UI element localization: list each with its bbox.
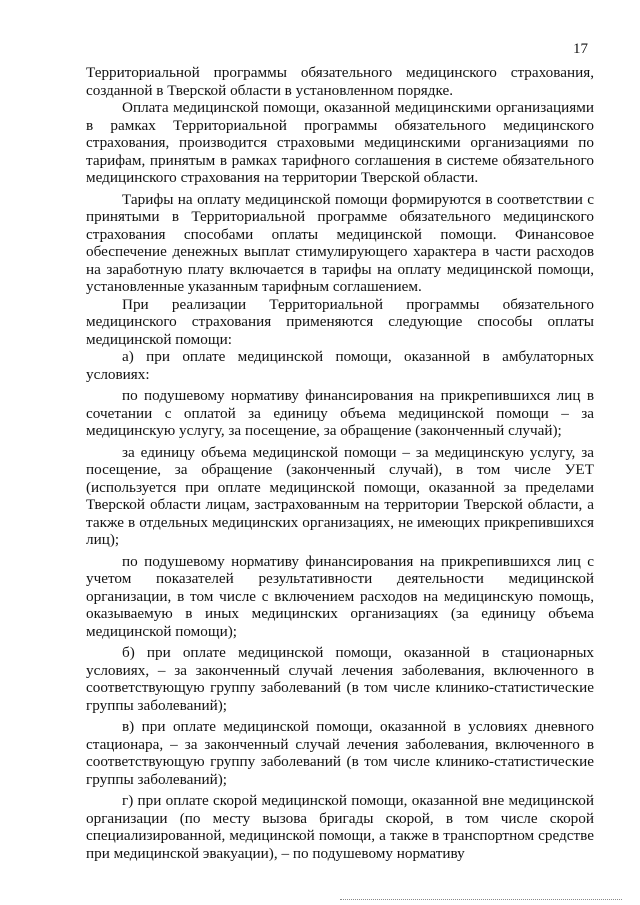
paragraph-per-capita-combined: по подушевому нормативу финансирования на прикрепившихся лиц в сочетании с оплатой за единицу объема медицинской помощи – за медицинскую услугу, за посещение, за обращение (законченный случай); (86, 387, 594, 439)
paragraph-program-continuation: Территориальной программы обязательного медицинского страхования, созданной в Тверской области в установленном порядке. (86, 64, 594, 99)
paragraph-item-b-inpatient: б) при оплате медицинской помощи, оказанной в стационарных условиях, – за законченный случай лечения заболевания, включенного в соответствующую группу заболеваний (в том числе клинико-статистические группы заболеваний); (86, 644, 594, 714)
scan-bottom-edge (340, 899, 622, 900)
document-body (86, 64, 594, 862)
paragraph-payment-methods-intro: При реализации Территориальной программы обязательного медицинского страхования применяются следующие способы оплаты медицинской помощи: (86, 295, 594, 348)
paragraph-item-a-ambulatory: а) при оплате медицинской помощи, оказанной в амбулаторных условиях: (86, 348, 594, 383)
page-number: 17 (573, 41, 588, 57)
paragraph-per-capita-performance: по подушевому нормативу финансирования на прикрепившихся лиц с учетом показателей результативности деятельности медицинской организации, в том числе с включением расходов на медицинскую помощь, оказываемую в иных медицинских организациях (за единицу объема медицинской помощи); (86, 552, 594, 640)
paragraph-payment-organizations: Оплата медицинской помощи, оказанной медицинскими организациями в рамках Территориальной программы обязательного медицинского страхования, производится страховыми медицинскими организациями по тарифам, принятым в рамках тарифного соглашения в системе обязательного медицинского страхования на территории Тверской области. (86, 99, 594, 186)
paragraph-per-unit-volume: за единицу объема медицинской помощи – за медицинскую услугу, за посещение, за обращение (законченный случай), в том числе УЕТ (используется при оплате медицинской помощи, оказанной за пределами Тверской области лицам, застрахованным на территории Тверской области, а также в отдельных медицинских организациях, не имеющих прикрепившихся лиц); (86, 443, 594, 548)
paragraph-item-g-emergency: г) при оплате скорой медицинской помощи, оказанной вне медицинской организации (по месту вызова бригады скорой, в том числе скорой специализированной, медицинской помощи, а также в транспортном средстве при медицинской эвакуации), – по подушевому нормативу (86, 792, 594, 862)
paragraph-tariffs: Тарифы на оплату медицинской помощи формируются в соответствии с принятыми в Территориальной программе обязательного медицинского страхования способами оплаты медицинской помощи. Финансовое обеспечение денежных выплат стимулирующего характера в части расходов на заработную плату включается в тарифы на оплату медицинской помощи, установленные указанным тарифным соглашением. (86, 190, 594, 295)
paragraph-item-v-day-hospital: в) при оплате медицинской помощи, оказанной в условиях дневного стационара, – за законченный случай лечения заболевания, включенного в соответствующую группу заболеваний (в том числе клинико-статистические группы заболеваний); (86, 718, 594, 788)
